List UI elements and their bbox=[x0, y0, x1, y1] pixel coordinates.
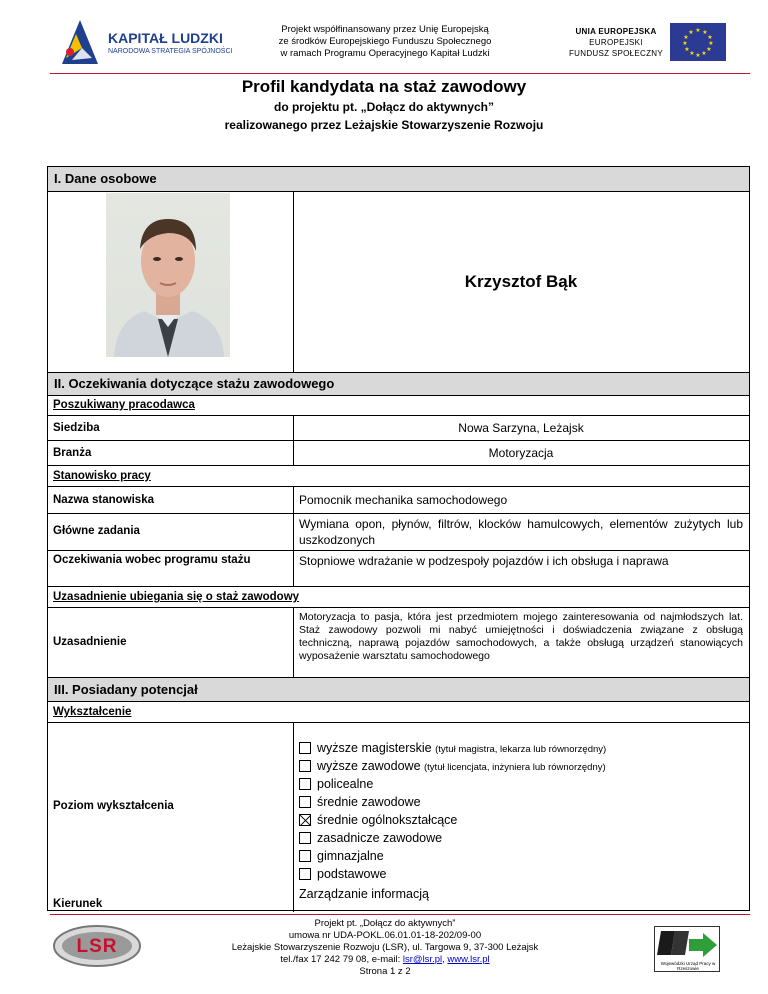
candidate-name: Krzysztof Bąk bbox=[464, 272, 578, 291]
kapital-ludzki-logo bbox=[58, 18, 248, 70]
education-option-label: średnie zawodowe bbox=[317, 795, 421, 809]
tasks-label: Główne zadania bbox=[53, 525, 140, 537]
education-option bbox=[299, 865, 743, 883]
footer-line-2: umowa nr UDA-POKL.06.01.01-18-202/09-00 bbox=[288, 930, 482, 941]
footer-line-3: Leżajskie Stowarzyszenie Rozwoju (LSR), ul. Targowa 9, 37-300 Leżajsk bbox=[231, 942, 539, 953]
education-option-label: średnie ogólnokształcące bbox=[317, 813, 458, 827]
eu-title: UNIA EUROPEJSKA bbox=[575, 27, 657, 36]
section-personal-heading: I. Dane osobowe bbox=[48, 167, 749, 192]
footer-separator: , bbox=[442, 954, 448, 965]
svg-text:★: ★ bbox=[701, 50, 707, 57]
seat-label: Siedziba bbox=[53, 422, 100, 434]
header-line-1: Projekt współfinansowany przez Unię Europejską bbox=[281, 24, 489, 35]
checkbox[interactable] bbox=[299, 832, 311, 844]
header-line-3: w ramach Programu Operacyjnego Kapitał Ludzki bbox=[280, 48, 490, 59]
svg-text:★: ★ bbox=[695, 52, 701, 59]
page-number: Strona 1 z 2 bbox=[359, 966, 411, 977]
checkbox[interactable] bbox=[299, 850, 311, 862]
education-options bbox=[293, 739, 749, 889]
education-option-label: policealne bbox=[317, 777, 374, 791]
education-option-label: wyższe zawodowe bbox=[317, 759, 421, 773]
checkbox[interactable] bbox=[299, 796, 311, 808]
eu-text bbox=[563, 26, 669, 59]
lsr-logo-text: LSR bbox=[76, 936, 118, 957]
education-option-note: (tytuł licencjata, inżyniera lub równorzędny) bbox=[424, 762, 606, 773]
seat-value: Nowa Sarzyna, Leżajsk bbox=[458, 421, 584, 435]
kapital-ludzki-emblem-icon bbox=[58, 18, 104, 68]
footer-line-4 bbox=[180, 954, 590, 966]
header-divider bbox=[50, 73, 750, 74]
education-level-label: Poziom wykształcenia bbox=[53, 800, 174, 812]
expectations-label: Oczekiwania wobec programu stażu bbox=[53, 554, 251, 566]
industry-value: Motoryzacja bbox=[488, 446, 554, 460]
justification-label: Uzasadnienie bbox=[53, 636, 127, 648]
footer-contact: tel./fax 17 242 79 08, e-mail: bbox=[280, 954, 403, 965]
svg-text:★: ★ bbox=[708, 40, 714, 47]
header-line-2: ze środków Europejskiego Funduszu Społecznego bbox=[278, 36, 492, 47]
section-potential-heading: III. Posiadany potencjał bbox=[48, 677, 749, 702]
svg-text:★: ★ bbox=[684, 46, 690, 53]
education-option-note: (tytuł magistra, lekarza lub równorzędny) bbox=[435, 744, 607, 755]
svg-text:★: ★ bbox=[695, 27, 701, 34]
education-option-label: podstawowe bbox=[317, 867, 387, 881]
svg-text:★: ★ bbox=[683, 34, 689, 41]
profile-form bbox=[47, 166, 750, 911]
header-funding-text bbox=[250, 24, 520, 60]
education-option bbox=[299, 757, 743, 775]
footer-line-1: Projekt pt. „Dołącz do aktywnych” bbox=[314, 918, 456, 929]
candidate-photo bbox=[106, 193, 230, 357]
email-link[interactable]: lsr@lsr.pl bbox=[402, 954, 443, 965]
education-option bbox=[299, 829, 743, 847]
svg-text:★: ★ bbox=[689, 50, 695, 57]
divider bbox=[293, 416, 294, 465]
education-option-label: gimnazjalne bbox=[317, 849, 384, 863]
checkbox[interactable] bbox=[299, 760, 311, 772]
checkbox[interactable] bbox=[299, 742, 311, 754]
eu-flag-icon bbox=[670, 23, 726, 61]
justification-subheading: Uzasadnienie ubiegania się o staż zawodowy bbox=[48, 587, 749, 608]
footer bbox=[180, 918, 590, 978]
education-option bbox=[299, 847, 743, 865]
divider bbox=[293, 608, 294, 677]
tasks-value: Wymiana opon, płynów, filtrów, klocków hamulcowych, elementów zużytych lub uszkodzonych bbox=[299, 517, 743, 547]
wup-logo bbox=[654, 926, 720, 972]
education-option bbox=[299, 775, 743, 793]
divider bbox=[48, 550, 749, 551]
position-name-label: Nazwa stanowiska bbox=[53, 494, 154, 506]
svg-text:★: ★ bbox=[688, 29, 694, 36]
education-option bbox=[299, 793, 743, 811]
position-subheading: Stanowisko pracy bbox=[48, 466, 749, 487]
footer-divider bbox=[50, 914, 750, 915]
employer-subheading: Poszukiwany pracodawca bbox=[48, 396, 749, 416]
direction-value: Zarządzanie informacją bbox=[299, 887, 429, 901]
eu-line-3: FUNDUSZ SPOŁECZNY bbox=[569, 49, 663, 58]
organizer: realizowanego przez Leżajskie Stowarzyszenie Rozwoju bbox=[224, 118, 544, 132]
checkbox[interactable] bbox=[299, 778, 311, 790]
lsr-logo bbox=[52, 924, 142, 968]
position-name-value: Pomocnik mechanika samochodowego bbox=[299, 493, 508, 507]
svg-text:★: ★ bbox=[682, 40, 688, 47]
section-expectations-heading: II. Oczekiwania dotyczące stażu zawodowego bbox=[48, 372, 749, 396]
svg-text:★: ★ bbox=[706, 46, 712, 53]
checkbox[interactable] bbox=[299, 868, 311, 880]
divider bbox=[293, 487, 294, 586]
project-name: do projektu pt. „Dołącz do aktywnych” bbox=[273, 100, 495, 114]
education-option-label: wyższe magisterskie bbox=[317, 741, 432, 755]
industry-label: Branża bbox=[53, 447, 92, 459]
justification-value: Motoryzacja to pasja, która jest przedmiotem mojego zainteresowania od najmłodszych lat. Staż zawodowy pozwoli mi nabyć umiejętności i doświadczenia związane z obsługą techniczną, naprawą pojazdów samochodowych, a także obsługą urządzeń stanowiących wyposażenie warsztatu samochodowego bbox=[299, 611, 743, 662]
education-subheading: Wykształcenie bbox=[48, 702, 749, 723]
wup-logo-icon bbox=[655, 927, 719, 961]
logo-left-subtitle: NARODOWA STRATEGIA SPÓJNOŚCI bbox=[108, 48, 233, 55]
svg-text:★: ★ bbox=[707, 34, 713, 41]
website-link[interactable]: www.lsr.pl bbox=[447, 954, 490, 965]
page-title: Profil kandydata na staż zawodowy bbox=[241, 77, 527, 96]
direction-label: Kierunek bbox=[53, 898, 103, 910]
education-option-label: zasadnicze zawodowe bbox=[317, 831, 443, 845]
checkbox-checked[interactable] bbox=[299, 814, 311, 826]
education-option bbox=[299, 811, 743, 829]
expectations-value: Stopniowe wdrażanie w podzespoły pojazdów i ich obsługa i naprawa bbox=[299, 554, 669, 568]
eu-line-2: EUROPEJSKI bbox=[589, 38, 643, 47]
svg-text:★: ★ bbox=[702, 29, 708, 36]
wup-logo-text: Wojewódzki Urząd Pracy w Rzeszowie bbox=[660, 961, 716, 971]
education-option bbox=[299, 739, 743, 757]
logo-left-title: KAPITAŁ LUDZKI bbox=[108, 30, 223, 46]
